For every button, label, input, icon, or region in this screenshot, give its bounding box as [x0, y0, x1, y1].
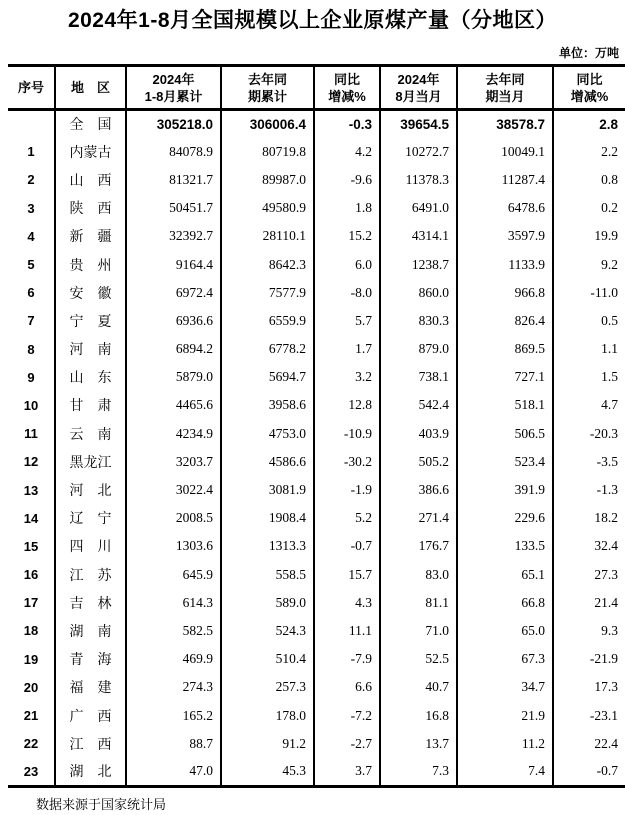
coal-production-table [8, 64, 625, 788]
value-cell: 306006.4 [221, 110, 314, 138]
table-row [8, 279, 625, 307]
region-cell: 山 东 [55, 363, 126, 391]
region-cell: 黑龙江 [55, 448, 126, 476]
value-cell: 9.2 [601, 256, 618, 272]
table-row [8, 617, 625, 645]
value-cell: 84078.9 [126, 138, 221, 166]
value-cell: 4753.0 [221, 420, 314, 448]
value-cell: 40.7 [380, 673, 457, 701]
value-cell: 2008.5 [126, 504, 221, 532]
value-cell: 6.6 [314, 673, 380, 701]
value-cell: 81321.7 [126, 166, 221, 194]
value-cell: 9.3 [601, 622, 618, 638]
value-cell: -21.9 [589, 651, 618, 667]
seq-cell: 10 [8, 391, 55, 419]
value-cell: 523.4 [457, 448, 553, 476]
value-cell: 274.3 [126, 673, 221, 701]
table-row [8, 758, 625, 786]
table-header [8, 66, 625, 110]
seq-cell: 16 [8, 561, 55, 589]
value-cell: 4.3 [314, 589, 380, 617]
value-cell: 0.8 [601, 171, 618, 187]
seq-cell: 15 [8, 532, 55, 560]
value-cell: 4314.1 [380, 222, 457, 250]
value-cell: 2.2 [601, 143, 618, 159]
table-row [8, 335, 625, 363]
seq-cell: 12 [8, 448, 55, 476]
value-cell: 305218.0 [126, 110, 221, 138]
table-row [8, 420, 625, 448]
region-cell: 四 川 [55, 532, 126, 560]
value-cell: -10.9 [314, 420, 380, 448]
value-cell: 5.2 [314, 504, 380, 532]
value-cell: 510.4 [221, 645, 314, 673]
value-cell: 39654.5 [380, 110, 457, 138]
value-cell: -11.0 [590, 284, 618, 300]
value-cell: 4.7 [601, 397, 618, 413]
value-cell: -20.3 [589, 425, 618, 441]
seq-cell: 6 [8, 279, 55, 307]
value-cell: 3958.6 [221, 391, 314, 419]
seq-cell: 11 [8, 420, 55, 448]
value-cell: -0.3 [314, 110, 380, 138]
table-row [8, 730, 625, 758]
value-cell: 6936.6 [126, 307, 221, 335]
region-cell: 湖 北 [55, 758, 126, 786]
value-cell: 11.2 [457, 730, 553, 758]
value-cell: 1.8 [314, 194, 380, 222]
value-cell: -0.7 [314, 532, 380, 560]
table-row [8, 645, 625, 673]
region-cell: 江 西 [55, 730, 126, 758]
value-cell: -7.2 [314, 701, 380, 729]
value-cell: -1.9 [314, 476, 380, 504]
region-cell: 陕 西 [55, 194, 126, 222]
region-cell: 吉 林 [55, 589, 126, 617]
value-cell: 12.8 [314, 391, 380, 419]
value-cell: 1.1 [601, 341, 618, 357]
value-cell: 88.7 [126, 730, 221, 758]
header-row [8, 66, 625, 110]
value-cell: 4.2 [314, 138, 380, 166]
value-cell: 229.6 [457, 504, 553, 532]
table-body [8, 110, 625, 787]
value-cell: 80719.8 [221, 138, 314, 166]
seq-cell: 20 [8, 673, 55, 701]
table-row [8, 166, 625, 194]
value-cell: 257.3 [221, 673, 314, 701]
region-cell: 山 西 [55, 166, 126, 194]
seq-cell: 17 [8, 589, 55, 617]
header-cell: 2024年 8月当月 [380, 66, 457, 110]
header-cell: 序号 [8, 66, 55, 110]
value-cell: 1238.7 [380, 250, 457, 278]
value-cell: -23.1 [589, 707, 618, 723]
value-cell: 17.3 [594, 679, 618, 695]
region-cell: 新 疆 [55, 222, 126, 250]
value-cell: 38578.7 [457, 110, 553, 138]
header-cell: 2024年 1-8月累计 [126, 66, 221, 110]
value-cell: 2.8 [599, 116, 618, 132]
value-cell: -1.3 [596, 482, 618, 498]
value-cell: 5879.0 [126, 363, 221, 391]
value-cell: 10049.1 [457, 138, 553, 166]
table-row [8, 307, 625, 335]
region-cell: 湖 南 [55, 617, 126, 645]
value-cell: 4586.6 [221, 448, 314, 476]
value-cell: 10272.7 [380, 138, 457, 166]
value-cell: 386.6 [380, 476, 457, 504]
value-cell: 830.3 [380, 307, 457, 335]
value-cell: 32392.7 [126, 222, 221, 250]
value-cell: 879.0 [380, 335, 457, 363]
seq-cell: 7 [8, 307, 55, 335]
value-cell: 65.1 [457, 561, 553, 589]
value-cell: 71.0 [380, 617, 457, 645]
region-cell: 甘 肃 [55, 391, 126, 419]
value-cell: 6894.2 [126, 335, 221, 363]
unit-label: 单位：万吨 [558, 46, 619, 60]
value-cell: 6778.2 [221, 335, 314, 363]
value-cell: 542.4 [380, 391, 457, 419]
value-cell: 506.5 [457, 420, 553, 448]
value-cell: -8.0 [314, 279, 380, 307]
value-cell: 16.8 [380, 701, 457, 729]
seq-cell: 18 [8, 617, 55, 645]
table-row [8, 504, 625, 532]
value-cell: 21.4 [594, 594, 618, 610]
value-cell: 3203.7 [126, 448, 221, 476]
value-cell: 22.4 [594, 735, 618, 751]
seq-cell: 14 [8, 504, 55, 532]
value-cell: -3.5 [596, 453, 618, 469]
page-title: 2024年1-8月全国规模以上企业原煤产量（分地区） [67, 9, 558, 32]
value-cell: 50451.7 [126, 194, 221, 222]
value-cell: -30.2 [314, 448, 380, 476]
region-cell: 河 南 [55, 335, 126, 363]
region-cell: 广 西 [55, 701, 126, 729]
value-cell: 66.8 [457, 589, 553, 617]
value-cell: 1.5 [601, 369, 618, 385]
value-cell: 582.5 [126, 617, 221, 645]
value-cell: 271.4 [380, 504, 457, 532]
region-cell: 贵 州 [55, 250, 126, 278]
seq-cell: 9 [8, 363, 55, 391]
value-cell: 524.3 [221, 617, 314, 645]
value-cell: 1303.6 [126, 532, 221, 560]
region-cell: 辽 宁 [55, 504, 126, 532]
value-cell: 1313.3 [221, 532, 314, 560]
value-cell: 21.9 [457, 701, 553, 729]
table-row [8, 250, 625, 278]
region-cell: 福 建 [55, 673, 126, 701]
seq-cell: 2 [8, 166, 55, 194]
value-cell: 6559.9 [221, 307, 314, 335]
value-cell: 6491.0 [380, 194, 457, 222]
value-cell: 3081.9 [221, 476, 314, 504]
seq-cell: 13 [8, 476, 55, 504]
value-cell: 47.0 [126, 758, 221, 786]
value-cell: 966.8 [457, 279, 553, 307]
value-cell: 403.9 [380, 420, 457, 448]
table-row [8, 363, 625, 391]
value-cell: -2.7 [314, 730, 380, 758]
table-row [8, 448, 625, 476]
value-cell: 645.9 [126, 561, 221, 589]
value-cell: 49580.9 [221, 194, 314, 222]
value-cell: 8642.3 [221, 250, 314, 278]
table-row [8, 701, 625, 729]
value-cell: 15.2 [314, 222, 380, 250]
value-cell: 67.3 [457, 645, 553, 673]
region-cell: 青 海 [55, 645, 126, 673]
value-cell: 4234.9 [126, 420, 221, 448]
value-cell: 7.4 [457, 758, 553, 786]
header-cell: 同比 增减% [314, 66, 380, 110]
value-cell: 3022.4 [126, 476, 221, 504]
region-cell: 江 苏 [55, 561, 126, 589]
value-cell: 469.9 [126, 645, 221, 673]
value-cell: 7.3 [380, 758, 457, 786]
value-cell: 83.0 [380, 561, 457, 589]
seq-cell: 22 [8, 730, 55, 758]
value-cell: 1.7 [314, 335, 380, 363]
value-cell: 6478.6 [457, 194, 553, 222]
value-cell: 11378.3 [380, 166, 457, 194]
value-cell: 558.5 [221, 561, 314, 589]
header-cell: 去年同 期累计 [221, 66, 314, 110]
region-cell: 河 北 [55, 476, 126, 504]
region-cell: 宁 夏 [55, 307, 126, 335]
header-cell: 去年同 期当月 [457, 66, 553, 110]
value-cell: -7.9 [314, 645, 380, 673]
table-row [8, 194, 625, 222]
value-cell: 9164.4 [126, 250, 221, 278]
region-cell: 安 徽 [55, 279, 126, 307]
value-cell: 133.5 [457, 532, 553, 560]
value-cell: 6972.4 [126, 279, 221, 307]
seq-cell: 23 [8, 758, 55, 786]
value-cell: 45.3 [221, 758, 314, 786]
value-cell: 65.0 [457, 617, 553, 645]
header-cell: 同比 增减% [553, 66, 625, 110]
value-cell: 34.7 [457, 673, 553, 701]
seq-cell: 5 [8, 250, 55, 278]
value-cell: 826.4 [457, 307, 553, 335]
value-cell: 869.5 [457, 335, 553, 363]
value-cell: 614.3 [126, 589, 221, 617]
page [0, 6, 625, 815]
data-source-note: 数据来源于国家统计局 [36, 796, 167, 812]
seq-cell: 1 [8, 138, 55, 166]
table-row [8, 532, 625, 560]
seq-cell: 4 [8, 222, 55, 250]
seq-cell: 8 [8, 335, 55, 363]
value-cell: 165.2 [126, 701, 221, 729]
value-cell: 176.7 [380, 532, 457, 560]
value-cell: 81.1 [380, 589, 457, 617]
value-cell: 738.1 [380, 363, 457, 391]
value-cell: -9.6 [314, 166, 380, 194]
value-cell: 11287.4 [457, 166, 553, 194]
value-cell: 7577.9 [221, 279, 314, 307]
value-cell: 0.2 [601, 200, 618, 216]
region-cell: 全 国 [55, 110, 126, 138]
value-cell: 3597.9 [457, 222, 553, 250]
value-cell: 391.9 [457, 476, 553, 504]
value-cell: 505.2 [380, 448, 457, 476]
value-cell: 727.1 [457, 363, 553, 391]
value-cell: 6.0 [314, 250, 380, 278]
region-cell: 内蒙古 [55, 138, 126, 166]
value-cell: 3.2 [314, 363, 380, 391]
value-cell: -0.7 [596, 763, 618, 779]
region-cell: 云 南 [55, 420, 126, 448]
value-cell: 89987.0 [221, 166, 314, 194]
value-cell: 52.5 [380, 645, 457, 673]
value-cell: 4465.6 [126, 391, 221, 419]
value-cell: 18.2 [594, 510, 618, 526]
value-cell: 178.0 [221, 701, 314, 729]
value-cell: 19.9 [594, 228, 618, 244]
table-row [8, 476, 625, 504]
seq-cell [8, 110, 55, 138]
value-cell: 28110.1 [221, 222, 314, 250]
table-row [8, 673, 625, 701]
table-row [8, 138, 625, 166]
value-cell: 13.7 [380, 730, 457, 758]
value-cell: 15.7 [314, 561, 380, 589]
value-cell: 91.2 [221, 730, 314, 758]
value-cell: 11.1 [314, 617, 380, 645]
value-cell: 860.0 [380, 279, 457, 307]
table-row [8, 391, 625, 419]
value-cell: 5694.7 [221, 363, 314, 391]
national-total-row [8, 110, 625, 138]
value-cell: 5.7 [314, 307, 380, 335]
header-cell: 地 区 [55, 66, 126, 110]
value-cell: 32.4 [594, 538, 618, 554]
table-row [8, 589, 625, 617]
table-row [8, 222, 625, 250]
value-cell: 0.5 [601, 312, 618, 328]
seq-cell: 21 [8, 701, 55, 729]
value-cell: 518.1 [457, 391, 553, 419]
seq-cell: 3 [8, 194, 55, 222]
seq-cell: 19 [8, 645, 55, 673]
value-cell: 589.0 [221, 589, 314, 617]
value-cell: 1908.4 [221, 504, 314, 532]
value-cell: 27.3 [594, 566, 618, 582]
table-row [8, 561, 625, 589]
value-cell: 1133.9 [457, 250, 553, 278]
value-cell: 3.7 [314, 758, 380, 786]
